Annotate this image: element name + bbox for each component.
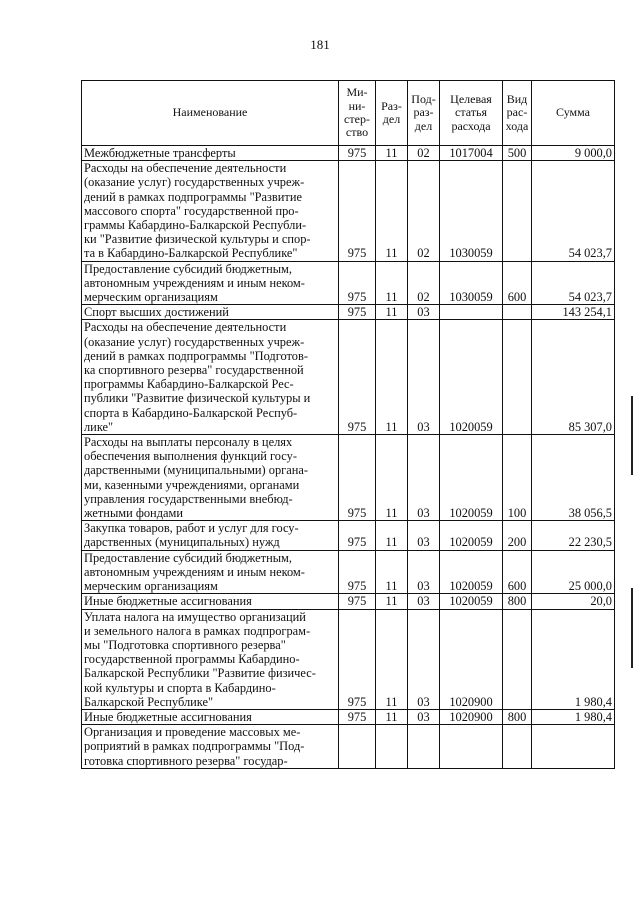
header-target-line: Целевая xyxy=(450,91,492,106)
target-code-cell: 1020059 xyxy=(440,550,503,594)
table-row xyxy=(82,261,615,305)
amount-cell: 54 023,7 xyxy=(532,161,615,261)
table-row xyxy=(82,725,615,769)
header-subsection xyxy=(408,81,440,146)
ministry-cell: 975 xyxy=(339,305,376,320)
section-cell: 11 xyxy=(376,709,408,724)
amount-cell: 1 980,4 xyxy=(532,609,615,709)
header-ministry xyxy=(339,81,376,146)
header-target-line: расхода xyxy=(451,118,491,133)
header-subsection-line: дел xyxy=(414,118,433,133)
row-name-line: ки "Развитие физической культуры и спор- xyxy=(84,232,311,247)
row-name-cell xyxy=(82,594,339,609)
section-cell: 11 xyxy=(376,320,408,435)
row-name-line: Иные бюджетные ассигнования xyxy=(84,594,252,609)
row-name-line: Спорт высших достижений xyxy=(84,305,229,320)
header-ministry-line: ни- xyxy=(348,98,366,113)
amount-cell: 9 000,0 xyxy=(532,146,615,161)
expense-kind-cell xyxy=(503,161,532,261)
table-row xyxy=(82,709,615,724)
header-name: Наименование xyxy=(82,81,339,146)
amount-cell xyxy=(532,725,615,769)
row-name-line: дений в рамках подпрограммы "Подготов- xyxy=(84,348,308,363)
table-row xyxy=(82,594,615,609)
section-cell xyxy=(376,725,408,769)
row-name-line: мерческим организациям xyxy=(84,579,218,594)
ministry-cell: 975 xyxy=(339,146,376,161)
target-code-cell: 1020900 xyxy=(440,709,503,724)
subsection-cell: 03 xyxy=(408,609,440,709)
row-name-line: Уплата налога на имущество организаций xyxy=(84,609,306,624)
ministry-cell: 975 xyxy=(339,709,376,724)
amount-cell: 25 000,0 xyxy=(532,550,615,594)
expense-kind-cell xyxy=(503,725,532,769)
row-name-line: жетными фондами xyxy=(84,506,183,521)
row-name-cell xyxy=(82,146,339,161)
row-name-line: готовка спортивного резерва" государ- xyxy=(84,753,288,768)
row-name-cell xyxy=(82,609,339,709)
expense-kind-cell: 600 xyxy=(503,261,532,305)
amount-cell: 85 307,0 xyxy=(532,320,615,435)
header-section-line: дел xyxy=(382,112,401,126)
header-section xyxy=(376,81,408,146)
ministry-cell: 975 xyxy=(339,521,376,550)
row-name-cell xyxy=(82,725,339,769)
row-name-line: ка спортивного резерва" государственной xyxy=(84,363,304,378)
ministry-cell: 975 xyxy=(339,594,376,609)
row-name-line: Балкарской Республике" xyxy=(84,694,214,709)
row-name-line: (оказание услуг) государственных учреж- xyxy=(84,334,305,349)
ministry-cell: 975 xyxy=(339,550,376,594)
row-name-line: автономным учреждениям и иным неком- xyxy=(84,275,305,290)
row-name-line: массового спорта" государственной про- xyxy=(84,203,299,218)
header-subsection-line: Под- xyxy=(411,91,436,106)
amount-cell: 20,0 xyxy=(532,594,615,609)
amount-cell: 22 230,5 xyxy=(532,521,615,550)
row-name-line: дарственных (муниципальных) нужд xyxy=(84,535,280,550)
header-subsection-line: раз- xyxy=(413,105,434,120)
target-code-cell: 1030059 xyxy=(440,161,503,261)
header-kind-line: Вид xyxy=(506,91,528,106)
row-name-line: автономным учреждениям и иным неком- xyxy=(84,564,305,579)
ministry-cell: 975 xyxy=(339,161,376,261)
row-name-cell xyxy=(82,521,339,550)
section-cell: 11 xyxy=(376,435,408,521)
row-name-line: государственной программы Кабардино- xyxy=(84,652,300,667)
ministry-cell: 975 xyxy=(339,435,376,521)
scan-edge-mark xyxy=(631,396,633,475)
row-name-line: Расходы на обеспечение деятельности xyxy=(84,161,287,176)
target-code-cell: 1020900 xyxy=(440,609,503,709)
row-name-cell xyxy=(82,435,339,521)
ministry-cell xyxy=(339,725,376,769)
scan-edge-mark xyxy=(631,588,633,668)
row-name-line: спорта в Кабардино-Балкарской Респуб- xyxy=(84,405,298,420)
table-row xyxy=(82,521,615,550)
header-sum: Сумма xyxy=(532,81,615,146)
expense-kind-cell: 800 xyxy=(503,594,532,609)
row-name-cell xyxy=(82,161,339,261)
table-row xyxy=(82,305,615,320)
amount-cell: 143 254,1 xyxy=(532,305,615,320)
section-cell: 11 xyxy=(376,550,408,594)
section-cell: 11 xyxy=(376,594,408,609)
header-ministry-line: Ми- xyxy=(346,85,368,100)
row-name-line: Расходы на выплаты персоналу в целях xyxy=(84,435,293,450)
subsection-cell: 03 xyxy=(408,550,440,594)
table-row xyxy=(82,161,615,261)
subsection-cell: 03 xyxy=(408,709,440,724)
row-name-line: Иные бюджетные ассигнования xyxy=(84,709,252,724)
expense-kind-cell xyxy=(503,320,532,435)
row-name-line: и земельного налога в рамках подпрограм- xyxy=(84,623,311,638)
section-cell: 11 xyxy=(376,305,408,320)
subsection-cell: 03 xyxy=(408,594,440,609)
subsection-cell: 02 xyxy=(408,146,440,161)
table-header-row xyxy=(82,81,615,146)
row-name-line: Балкарской Республики "Развитие физичес- xyxy=(84,666,316,681)
row-name-line: Расходы на обеспечение деятельности xyxy=(84,320,287,335)
expense-kind-cell: 500 xyxy=(503,146,532,161)
subsection-cell: 03 xyxy=(408,305,440,320)
section-cell: 11 xyxy=(376,161,408,261)
expense-kind-cell: 200 xyxy=(503,521,532,550)
section-cell: 11 xyxy=(376,146,408,161)
row-name-line: лике" xyxy=(84,419,114,434)
subsection-cell: 03 xyxy=(408,521,440,550)
amount-cell: 38 056,5 xyxy=(532,435,615,521)
subsection-cell: 02 xyxy=(408,161,440,261)
section-cell: 11 xyxy=(376,521,408,550)
expense-kind-cell: 600 xyxy=(503,550,532,594)
ministry-cell: 975 xyxy=(339,320,376,435)
table-row xyxy=(82,609,615,709)
table-row xyxy=(82,435,615,521)
row-name-line: Организация и проведение массовых ме- xyxy=(84,725,301,740)
target-code-cell: 1020059 xyxy=(440,435,503,521)
row-name-cell xyxy=(82,320,339,435)
target-code-cell: 1020059 xyxy=(440,594,503,609)
row-name-cell xyxy=(82,261,339,305)
row-name-line: Закупка товаров, работ и услуг для госу- xyxy=(84,521,299,536)
ministry-cell: 975 xyxy=(339,609,376,709)
row-name-line: ми, казенными учреждениями, органами xyxy=(84,477,300,492)
row-name-line: граммы Кабардино-Балкарской Республи- xyxy=(84,218,307,233)
row-name-line: дарственными (муниципальными) органа- xyxy=(84,463,308,478)
header-ministry-line: стер- xyxy=(344,112,370,126)
row-name-line: публики "Развитие физической культуры и xyxy=(84,391,311,406)
expense-kind-cell: 100 xyxy=(503,435,532,521)
expense-kind-cell: 800 xyxy=(503,709,532,724)
row-name-line: Межбюджетные трансферты xyxy=(84,146,236,160)
page-number: 181 xyxy=(310,37,330,52)
target-code-cell: 1020059 xyxy=(440,320,503,435)
header-kind xyxy=(503,81,532,146)
subsection-cell: 03 xyxy=(408,435,440,521)
subsection-cell: 02 xyxy=(408,261,440,305)
row-name-line: Предоставление субсидий бюджетным, xyxy=(84,261,292,276)
row-name-cell xyxy=(82,305,339,320)
row-name-line: та в Кабардино-Балкарской Республике" xyxy=(84,246,298,261)
subsection-cell xyxy=(408,725,440,769)
section-cell: 11 xyxy=(376,609,408,709)
target-code-cell xyxy=(440,725,503,769)
amount-cell: 54 023,7 xyxy=(532,261,615,305)
table-row xyxy=(82,320,615,435)
header-ministry-line: ство xyxy=(345,125,369,140)
table-row xyxy=(82,550,615,594)
row-name-line: обеспечения выполнения функций госу- xyxy=(84,449,297,464)
row-name-line: мерческим организациям xyxy=(84,290,218,305)
row-name-cell xyxy=(82,550,339,594)
header-kind-line: рас- xyxy=(506,105,528,120)
amount-cell: 1 980,4 xyxy=(532,709,615,724)
expense-kind-cell xyxy=(503,609,532,709)
subsection-cell: 03 xyxy=(408,320,440,435)
target-code-cell: 1030059 xyxy=(440,261,503,305)
header-section-line: Раз- xyxy=(381,98,402,113)
row-name-line: Предоставление субсидий бюджетным, xyxy=(84,550,292,565)
row-name-line: дений в рамках подпрограммы "Развитие xyxy=(84,189,302,204)
header-target xyxy=(440,81,503,146)
row-name-line: программы Кабардино-Балкарской Рес- xyxy=(84,377,294,392)
table-body xyxy=(82,146,615,769)
row-name-line: мы "Подготовка спортивного резерва" xyxy=(84,637,286,652)
ministry-cell: 975 xyxy=(339,261,376,305)
row-name-line: управления государственными внебюд- xyxy=(84,491,293,506)
table-row xyxy=(82,146,615,161)
budget-table xyxy=(81,80,615,769)
target-code-cell xyxy=(440,305,503,320)
header-kind-line: хода xyxy=(505,118,529,133)
row-name-line: роприятий в рамках подпрограммы "Под- xyxy=(84,739,305,754)
target-code-cell: 1020059 xyxy=(440,521,503,550)
section-cell: 11 xyxy=(376,261,408,305)
row-name-line: кой культуры и спорта в Кабардино- xyxy=(84,680,276,695)
expense-kind-cell xyxy=(503,305,532,320)
header-target-line: статья xyxy=(455,105,487,120)
row-name-line: (оказание услуг) государственных учреж- xyxy=(84,175,305,190)
row-name-cell xyxy=(82,709,339,724)
target-code-cell: 1017004 xyxy=(440,146,503,161)
